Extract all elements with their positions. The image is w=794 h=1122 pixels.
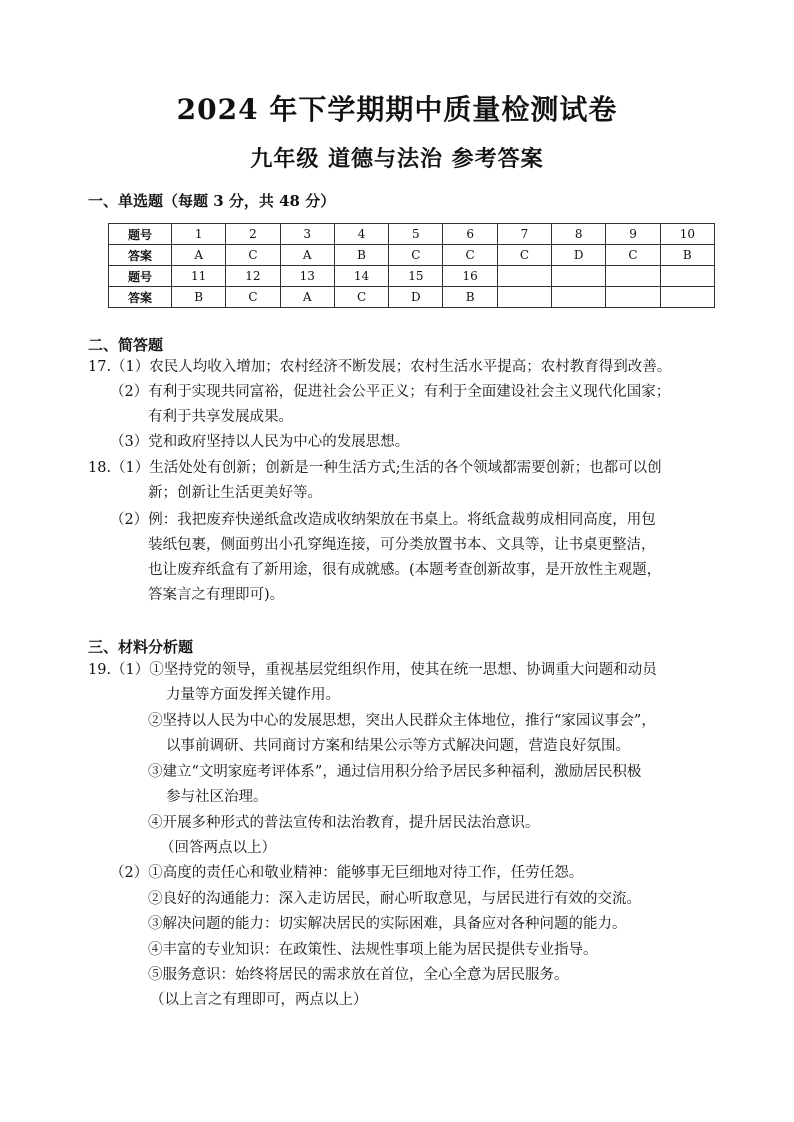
- answer-line: 19.（1）①坚持党的领导，重视基层党组织作用，使其在统一思想、协调重大问题和动员: [88, 662, 657, 678]
- table-cell: 16: [443, 266, 497, 287]
- answer-line: 有利于共享发展成果。: [148, 409, 293, 425]
- answer-line: （3）党和政府坚持以人民为中心的发展思想。: [110, 434, 410, 450]
- table-cell: 8: [552, 224, 606, 245]
- table-cell: [497, 287, 551, 308]
- table-cell: [497, 266, 551, 287]
- answer-line: 答案言之有理即可)。: [148, 587, 285, 603]
- table-cell: [606, 266, 660, 287]
- answer-line: （以上言之有理即可，两点以上）: [150, 992, 368, 1008]
- answer-line: ⑤服务意识：始终将居民的需求放在首位，全心全意为居民服务。: [148, 967, 569, 983]
- answer-line: 也让废弃纸盒有了新用途，很有成就感。(本题考查创新故事，是开放性主观题，: [148, 562, 662, 578]
- table-cell: 9: [606, 224, 660, 245]
- table-cell: 7: [497, 224, 551, 245]
- table-cell: 13: [280, 266, 334, 287]
- table-cell: 答案: [109, 245, 172, 266]
- table-cell: 5: [389, 224, 443, 245]
- table-cell: D: [389, 287, 443, 308]
- table-cell: C: [606, 245, 660, 266]
- answer-line: ②坚持以人民为中心的发展思想，突出人民群众主体地位，推行“家园议事会”，: [148, 713, 656, 729]
- answer-table: [108, 223, 715, 308]
- table-cell: C: [443, 245, 497, 266]
- table-cell: A: [172, 245, 226, 266]
- answer-line: ③解决问题的能力：切实解决居民的实际困难，具备应对各种问题的能力。: [148, 916, 627, 932]
- table-row: [109, 287, 715, 308]
- table-cell: 10: [660, 224, 714, 245]
- table-cell: 3: [280, 224, 334, 245]
- table-cell: [660, 287, 714, 308]
- table-cell: B: [334, 245, 388, 266]
- answer-line: 参与社区治理。: [166, 789, 268, 805]
- table-cell: B: [660, 245, 714, 266]
- section-heading-single-choice: 一、单选题（每题 3 分，共 48 分）: [88, 192, 336, 210]
- table-cell: 6: [443, 224, 497, 245]
- table-cell: [606, 287, 660, 308]
- section-heading-material-analysis: 三、材料分析题: [88, 638, 194, 656]
- answer-line: （回答两点以上）: [160, 840, 276, 856]
- answer-line: （2）有利于实现共同富裕，促进社会公平正义；有利于全面建设社会主义现代化国家；: [110, 384, 671, 400]
- table-cell: 12: [226, 266, 280, 287]
- table-cell: D: [552, 245, 606, 266]
- answer-line: 新；创新让生活更美好等。: [148, 485, 322, 501]
- page-subtitle: 九年级 道德与法治 参考答案: [250, 146, 544, 172]
- table-cell: 15: [389, 266, 443, 287]
- table-row: [109, 266, 715, 287]
- answer-line: ④开展多种形式的普法宣传和法治教育，提升居民法治意识。: [148, 815, 540, 831]
- answer-line: （2）①高度的责任心和敬业精神：能够事无巨细地对待工作，任劳任怨。: [110, 865, 584, 881]
- table-row: [109, 224, 715, 245]
- answer-line: 17.（1）农民人均收入增加；农村经济不断发展；农村生活水平提高；农村教育得到改善。: [88, 359, 672, 375]
- table-cell: 1: [172, 224, 226, 245]
- table-cell: A: [280, 245, 334, 266]
- table-cell: C: [226, 245, 280, 266]
- table-cell: 题号: [109, 266, 172, 287]
- answer-line: ④丰富的专业知识：在政策性、法规性事项上能为居民提供专业指导。: [148, 942, 598, 958]
- answer-line: 18.（1）生活处处有创新；创新是一种生活方式;生活的各个领域都需要创新；也都可以创: [88, 460, 662, 476]
- table-cell: C: [334, 287, 388, 308]
- table-cell: 11: [172, 266, 226, 287]
- table-cell: 2: [226, 224, 280, 245]
- section-heading-short-answer: 二、简答题: [88, 336, 164, 354]
- page-title: 2024 年下学期期中质量检测试卷: [176, 93, 618, 126]
- table-cell: C: [389, 245, 443, 266]
- table-cell: [660, 266, 714, 287]
- table-cell: 答案: [109, 287, 172, 308]
- table-cell: 4: [334, 224, 388, 245]
- table-cell: 题号: [109, 224, 172, 245]
- answer-line: 以事前调研、共同商讨方案和结果公示等方式解决问题，营造良好氛围。: [166, 738, 630, 754]
- answer-line: （2）例：我把废弃快递纸盒改造成收纳架放在书桌上。将纸盒裁剪成相同高度，用包: [110, 512, 656, 528]
- answer-line: 力量等方面发挥关键作用。: [166, 687, 340, 703]
- table-row: [109, 245, 715, 266]
- table-cell: B: [172, 287, 226, 308]
- answer-line: ③建立“文明家庭考评体系”，通过信用积分给予居民多种福利，激励居民积极: [148, 764, 642, 780]
- table-cell: A: [280, 287, 334, 308]
- answer-line: ②良好的沟通能力：深入走访居民，耐心听取意见，与居民进行有效的交流。: [148, 891, 641, 907]
- table-cell: [552, 287, 606, 308]
- table-cell: C: [226, 287, 280, 308]
- table-cell: B: [443, 287, 497, 308]
- table-cell: 14: [334, 266, 388, 287]
- table-cell: C: [497, 245, 551, 266]
- table-cell: [552, 266, 606, 287]
- answer-line: 装纸包裹，侧面剪出小孔穿绳连接，可分类放置书本、文具等，让书桌更整洁，: [148, 537, 656, 553]
